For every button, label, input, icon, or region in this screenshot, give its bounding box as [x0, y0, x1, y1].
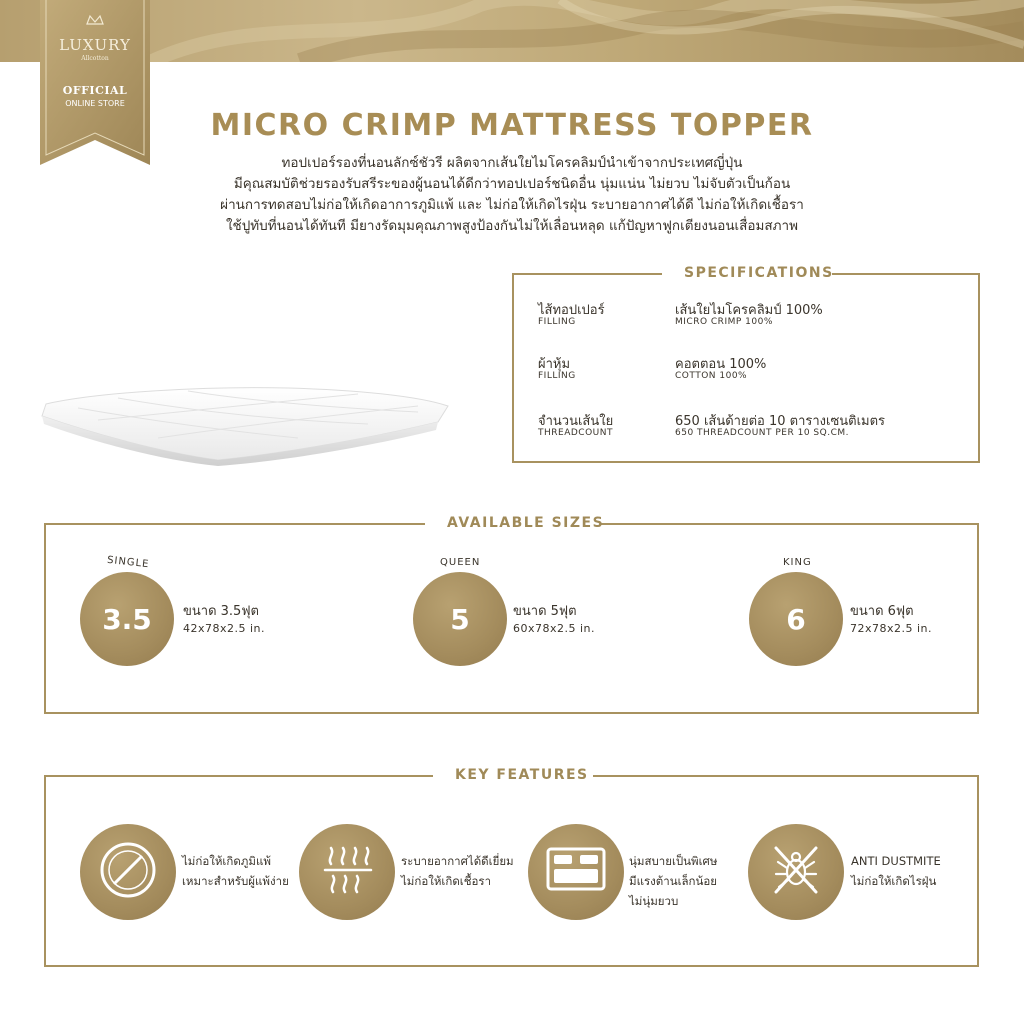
size-label: QUEEN: [440, 557, 481, 568]
feature-text: [401, 851, 514, 891]
bed-comfort-icon: [544, 845, 608, 899]
intro-line: ผ่านการทดสอบไม่ก่อให้เกิดอาการภูมิแพ้ และ ไม่ก่อให้เกิดไรฝุ่น ระบายอากาศได้ดี ไม่ก่อให้เกิดเชื้อรา: [220, 197, 804, 213]
top-banner: [0, 0, 1024, 62]
size-circle: 6: [749, 572, 843, 666]
size-circle: 3.5: [80, 572, 174, 666]
feature-line: ไม่นุ่มยวบ: [629, 894, 679, 908]
spec-label-th: จำนวนเส้นใย: [538, 414, 614, 429]
size-dimension-en: 72x78x2.5 in.: [850, 622, 933, 635]
feature-text: [182, 851, 289, 891]
features-heading: KEY FEATURES: [433, 767, 593, 783]
size-dimension-th: ขนาด 6ฟุต: [850, 604, 914, 619]
feature-circle: [299, 824, 395, 920]
page-title: MICRO CRIMP MATTRESS TOPPER: [210, 108, 814, 143]
no-allergy-icon: [98, 840, 158, 904]
size-dimension-th: ขนาด 3.5ฟุต: [183, 604, 259, 619]
feature-line: ไม่ก่อให้เกิดภูมิแพ้: [182, 854, 271, 868]
brand-logo: LUXURY: [59, 36, 131, 54]
mattress-topper-image: [38, 382, 454, 467]
spec-label-en: FILLING: [538, 317, 576, 327]
brand-logo-sub: Allcotton: [81, 55, 109, 62]
feature-line: นุ่มสบายเป็นพิเศษ: [629, 854, 718, 868]
size-dimension-th: ขนาด 5ฟุต: [513, 604, 577, 619]
intro-line: ใช้ปูทับที่นอนได้ทันที มียางรัดมุมคุณภาพสูงป้องกันไม่ให้เลื่อนหลุด แก้ปัญหาฟูกเตียงนอนเสื่อมสภาพ: [225, 218, 799, 234]
size-dimension-en: 42x78x2.5 in.: [183, 622, 266, 635]
feature-line: ระบายอากาศได้ดีเยี่ยม: [401, 854, 514, 868]
feature-line: ไม่ก่อให้เกิดเชื้อรา: [401, 874, 492, 888]
spec-value-en: MICRO CRIMP 100%: [675, 317, 773, 327]
spec-value-en: 650 THREADCOUNT PER 10 SQ.CM.: [675, 428, 849, 438]
intro-line: ทอปเปอร์รองที่นอนลักซ์ชัวรี ผลิตจากเส้นใยไมโครคลิมป์นำเข้าจากประเทศญี่ปุ่น: [281, 155, 743, 171]
anti-dustmite-icon: [766, 840, 826, 904]
specifications-list: [512, 273, 980, 463]
intro-paragraph: [0, 153, 1024, 237]
feature-circle: [80, 824, 176, 920]
feature-line: มีแรงต้านเล็กน้อย: [629, 874, 718, 888]
spec-label-th: ผ้าหุ้ม: [538, 357, 571, 372]
spec-label-en: FILLING: [538, 371, 576, 381]
spec-value-th: เส้นใยไมโครคลิมป์ 100%: [675, 303, 823, 318]
badge-official: OFFICIAL: [62, 84, 128, 97]
sizes-heading: AVAILABLE SIZES: [425, 515, 600, 531]
feature-line: ANTI DUSTMITE: [851, 854, 941, 868]
spec-value-th: คอตตอน 100%: [675, 357, 767, 372]
spec-label-en: THREADCOUNT: [538, 428, 613, 438]
specifications-heading: SPECIFICATIONS: [662, 265, 832, 281]
feature-text: [851, 851, 941, 891]
intro-line: มีคุณสมบัติช่วยรองรับสรีระของผู้นอนได้ดีกว่าทอปเปอร์ชนิดอื่น นุ่มแน่น ไม่ยวบ ไม่จับตัวเป็นก้อน: [233, 176, 791, 192]
feature-line: เหมาะสำหรับผู้แพ้ง่าย: [182, 874, 289, 888]
feature-circle: [528, 824, 624, 920]
spec-label-th: ไส้ทอปเปอร์: [538, 303, 605, 318]
feature-circle: [748, 824, 844, 920]
feature-text: [629, 851, 717, 911]
size-dimension-en: 60x78x2.5 in.: [513, 622, 596, 635]
size-label: SINGLE: [106, 554, 150, 571]
feature-line: ไม่ก่อให้เกิดไรฝุ่น: [851, 874, 937, 888]
badge-online-store: ONLINE STORE: [65, 99, 125, 108]
size-circle: 5: [413, 572, 507, 666]
spec-value-en: COTTON 100%: [675, 371, 748, 381]
breathable-icon: [317, 840, 377, 904]
size-label: KING: [783, 557, 812, 568]
spec-value-th: 650 เส้นด้ายต่อ 10 ตารางเซนติเมตร: [675, 414, 886, 429]
